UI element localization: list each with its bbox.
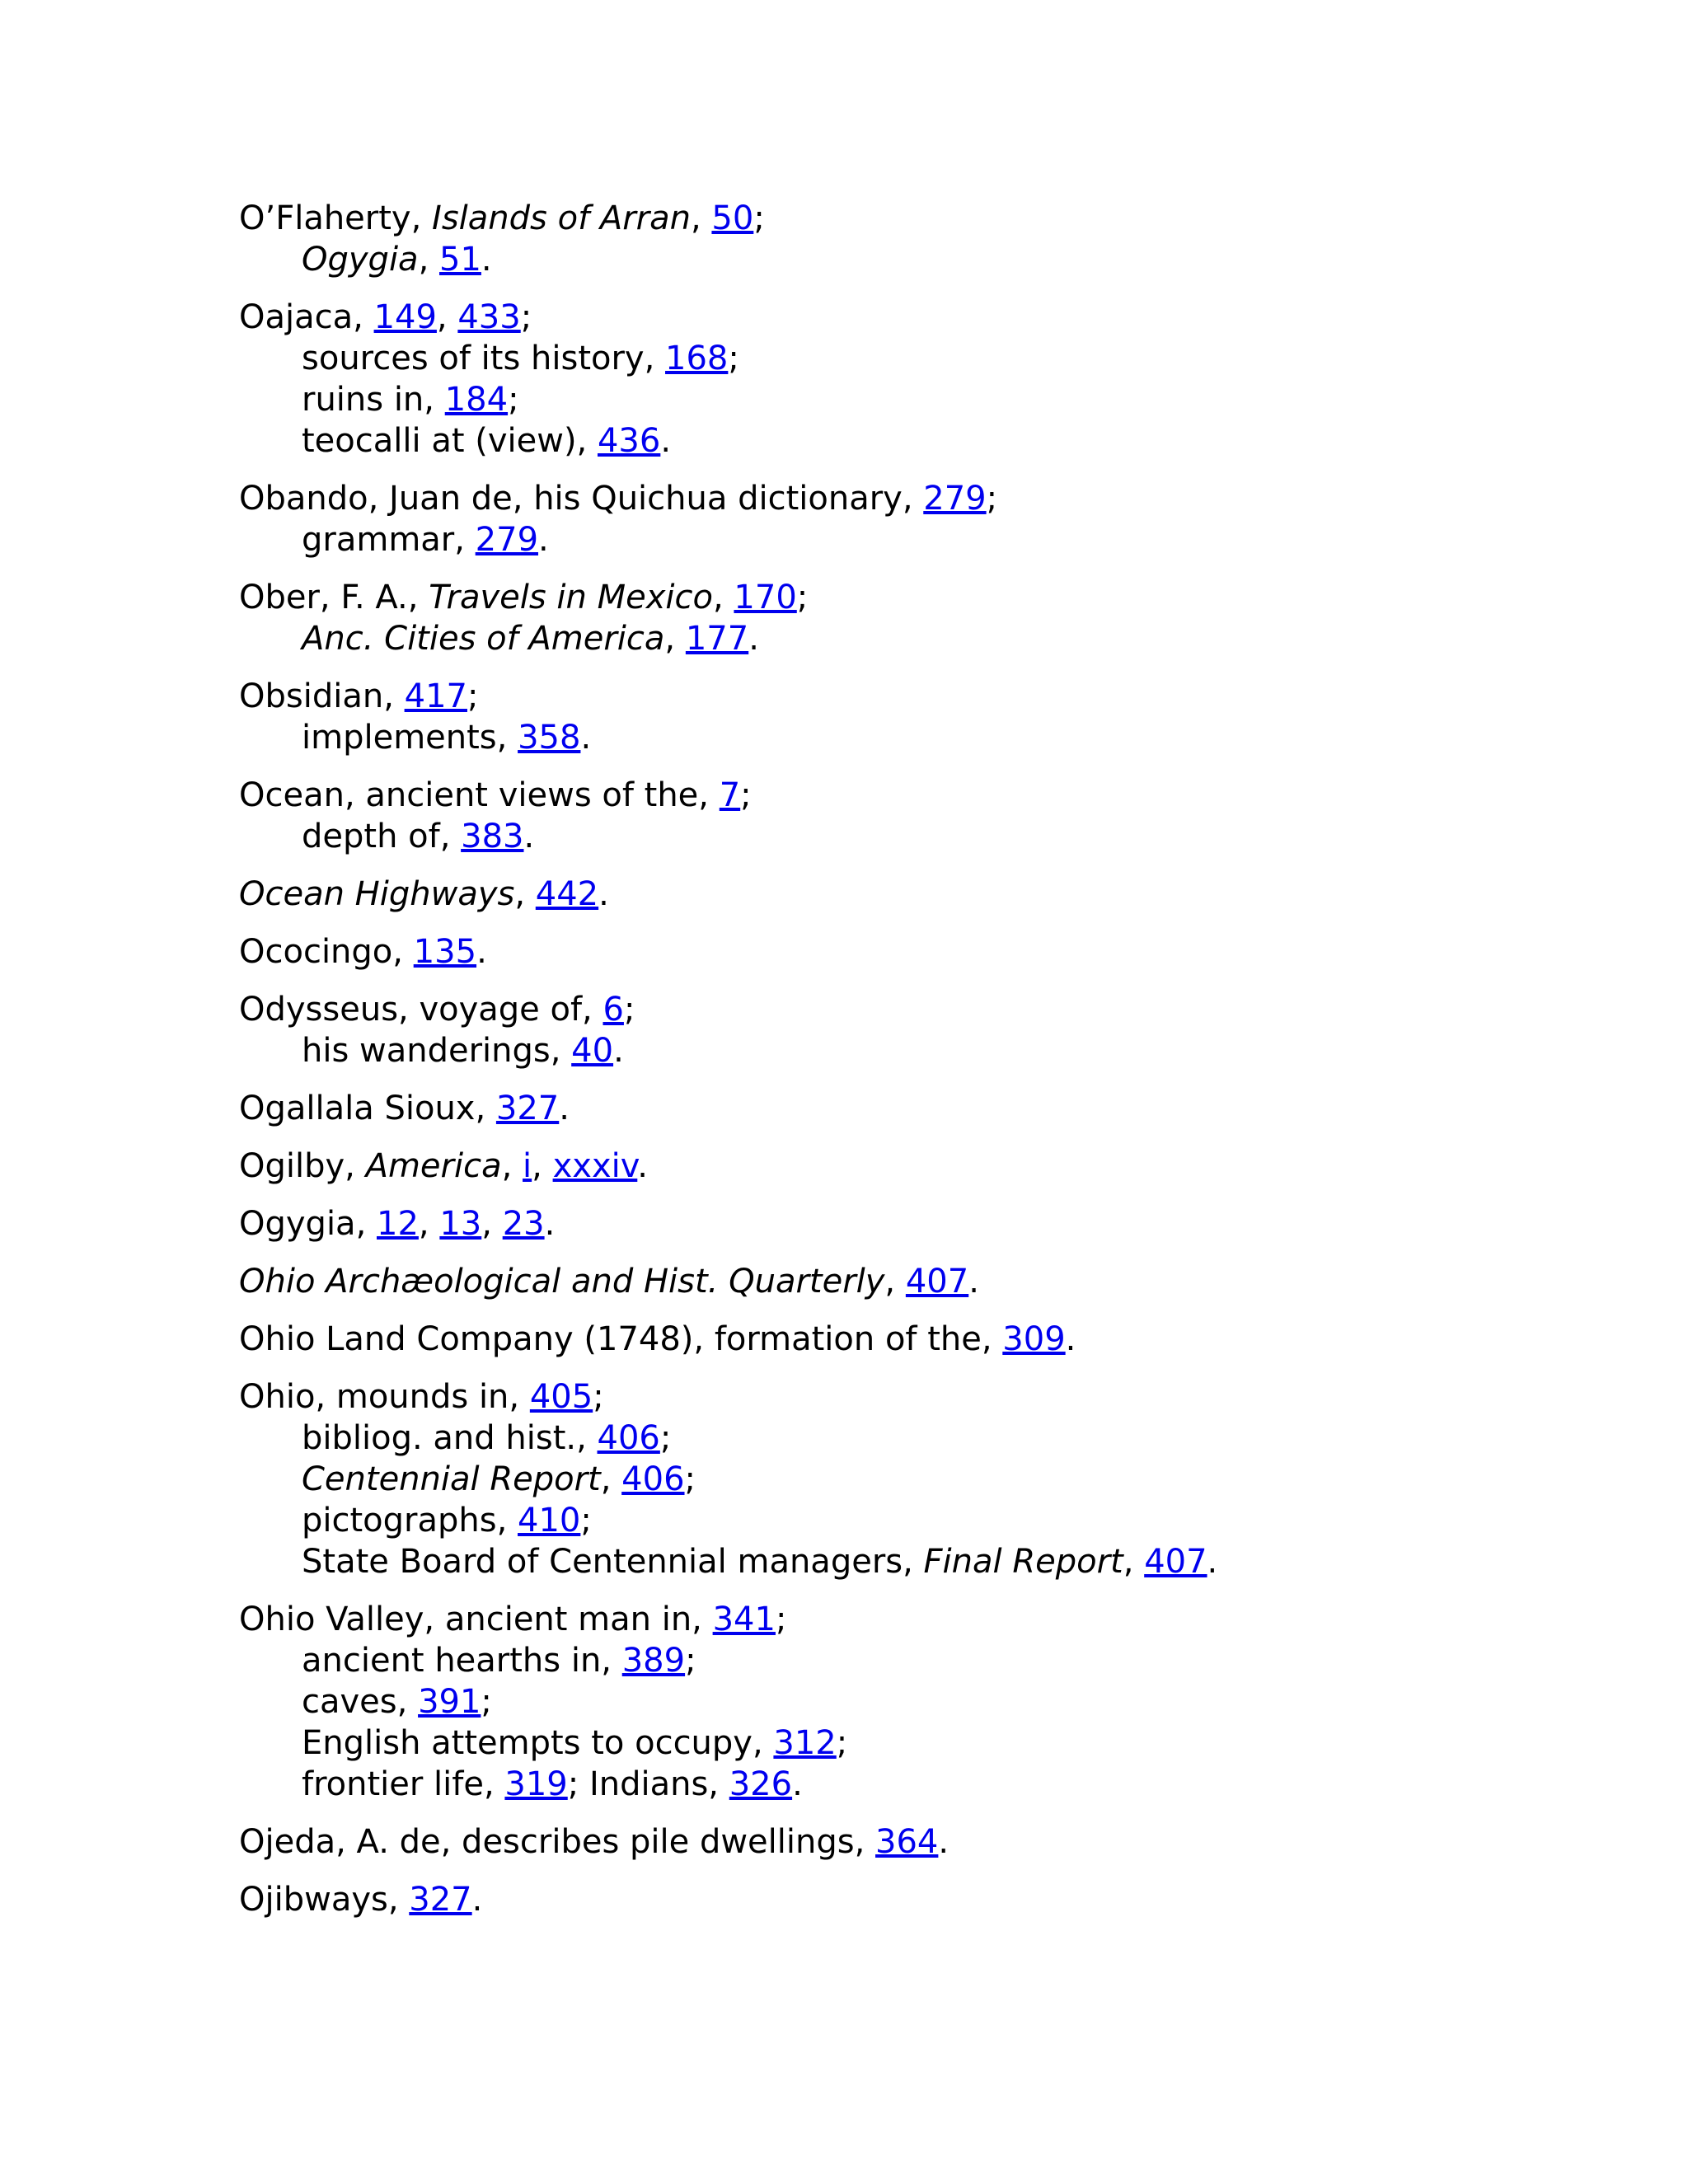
entry-text: sources of its history, [302,340,666,377]
entry-heading-line [239,1319,1640,1360]
page-number-link[interactable]: i [523,1147,532,1185]
entry-text: . [660,422,672,460]
index-entry [239,1879,1640,1920]
entry-text: , [418,241,439,279]
entry-text: . [481,241,492,279]
entry-text: , [501,1147,523,1185]
page-number-link[interactable]: 327 [495,1090,560,1127]
index-entry [239,1203,1640,1244]
entry-text: , [532,1147,553,1185]
italic-title-text: Final Report [923,1543,1123,1581]
entry-text: Ogallala Sioux, [239,1090,496,1127]
entry-heading-line [239,1261,1640,1302]
italic-title-text: Ocean Highways [239,875,515,913]
index-entry [239,478,1640,560]
entry-heading-line [239,931,1640,972]
entry-subentry-line [239,1459,1640,1500]
entry-text: ; [593,1378,604,1416]
entry-text: . [544,1205,556,1243]
entry-subentry-line [239,1722,1640,1764]
page-number-link[interactable]: 442 [535,875,599,913]
page-number-link[interactable]: 407 [1144,1543,1207,1581]
index-entry [239,931,1640,972]
entry-text: ; [728,340,739,377]
page-number-link[interactable]: 23 [502,1205,545,1243]
entry-subentry-line [239,618,1640,659]
entry-text: . [580,719,592,757]
page-number-link[interactable]: 12 [377,1205,419,1243]
index-entry [239,989,1640,1071]
entry-text: Ococingo, [239,933,414,971]
entry-text: Oajaca, [239,298,374,336]
index-entry [239,1599,1640,1805]
entry-text: Ojibways, [239,1881,410,1919]
entry-heading-line [239,676,1640,717]
entry-text: ancient hearths in, [302,1642,622,1680]
entry-text: . [613,1032,624,1070]
entry-text: . [748,620,759,658]
entry-heading-line [239,1879,1640,1920]
page-number-link[interactable]: 312 [773,1724,837,1762]
page-number-link[interactable]: 405 [529,1378,593,1416]
page-number-link[interactable]: 177 [685,620,749,658]
page-number-link[interactable]: 184 [444,381,509,419]
page-number-link[interactable]: 135 [413,933,477,971]
entry-text: frontier life, [302,1765,505,1803]
entry-text: his wanderings, [302,1032,572,1070]
entry-text: . [559,1090,570,1127]
entry-text: Odysseus, voyage of, [239,991,603,1029]
italic-title-text: America [365,1147,502,1185]
page-number-link[interactable]: 7 [719,776,741,814]
entry-text: ; [775,1601,787,1638]
entry-text: . [938,1823,950,1861]
entry-text: Ojeda, A. de, describes pile dwellings, [239,1823,876,1861]
entry-text: , [600,1460,622,1498]
entry-text: , [481,1205,503,1243]
entry-text: , [884,1263,906,1301]
entry-text: ; [508,381,519,419]
entry-subentry-line [239,816,1640,857]
entry-text: caves, [302,1683,419,1721]
entry-text: , [418,1205,440,1243]
page-number-link[interactable]: 406 [597,1419,660,1457]
entry-text: ; [481,1683,492,1721]
entry-text: Obsidian, [239,677,405,715]
page-number-link[interactable]: xxxiv [552,1147,638,1185]
page-number-link[interactable]: 410 [518,1502,581,1540]
index-entry [239,676,1640,758]
index-entry [239,1319,1640,1360]
entry-heading-line [239,198,1640,239]
entry-heading-line [239,1203,1640,1244]
entry-text: ; Indians, [567,1765,729,1803]
index-entry [239,1088,1640,1129]
page-number-link[interactable]: 40 [571,1032,614,1070]
entry-text: State Board of Centennial managers, [302,1543,924,1581]
entry-subentry-line [239,1640,1640,1681]
page-number-link[interactable]: 327 [409,1881,472,1919]
entry-text: . [471,1881,483,1919]
entry-heading-line [239,1146,1640,1187]
entry-subentry-line [239,379,1640,420]
entry-text: O’Flaherty, [239,199,433,237]
page-number-link[interactable]: 364 [875,1823,939,1861]
entry-text: . [598,875,609,913]
entry-heading-line [239,1088,1640,1129]
entry-text: ; [684,1460,696,1498]
page-number-link[interactable]: 383 [461,818,524,855]
entry-text: ; [753,199,765,237]
entry-text: . [968,1263,979,1301]
page-number-link[interactable]: 168 [665,340,729,377]
index-entry [239,198,1640,280]
page-number-link[interactable]: 51 [439,241,481,279]
entry-heading-line [239,577,1640,618]
entry-text: . [476,933,487,971]
entry-text: depth of, [302,818,462,855]
entry-text: . [1065,1320,1076,1358]
page-number-link[interactable]: 279 [475,521,539,559]
entry-subentry-line [239,1418,1640,1459]
page-number-link[interactable]: 391 [418,1683,481,1721]
entry-heading-line [239,1376,1640,1418]
italic-title-text: Travels in Mexico [429,579,713,616]
entry-text: . [792,1765,803,1803]
entry-subentry-line [239,420,1640,462]
page-number-link[interactable]: 309 [1002,1320,1066,1358]
page-number-link[interactable]: 389 [621,1642,686,1680]
entry-text: , [1123,1543,1145,1581]
italic-title-text: Ohio Archæological and Hist. Quarterly [239,1263,885,1301]
entry-subentry-line [239,1500,1640,1541]
entry-text: Obando, Juan de, his Quichua dictionary, [239,480,924,518]
index-entry [239,577,1640,659]
entry-text: ; [467,677,479,715]
entry-text: implements, [302,719,518,757]
page-number-link[interactable]: 170 [734,579,797,616]
entry-subentry-line [239,1541,1640,1582]
entry-text: Ohio Valley, ancient man in, [239,1601,713,1638]
entry-text: ; [986,480,998,518]
entry-text: . [523,818,535,855]
entry-subentry-line [239,717,1640,758]
entry-heading-line [239,478,1640,519]
entry-text: , [664,620,686,658]
entry-text: ruins in, [302,381,445,419]
entry-text: bibliog. and hist., [302,1419,598,1457]
index-list [239,198,1640,1937]
entry-text: teocalli at (view), [302,422,598,460]
index-entry [239,874,1640,915]
page-number-link[interactable]: 319 [504,1765,568,1803]
entry-text: ; [836,1724,848,1762]
index-entry [239,775,1640,857]
entry-subentry-line [239,519,1640,560]
entry-subentry-line [239,1764,1640,1805]
page-number-link[interactable]: 341 [712,1601,776,1638]
entry-heading-line [239,1599,1640,1640]
entry-text: Ogygia, [239,1205,377,1243]
index-entry [239,1261,1640,1302]
entry-text: ; [740,776,752,814]
page-number-link[interactable]: 436 [597,422,661,460]
entry-subentry-line [239,239,1640,280]
page-number-link[interactable]: 13 [439,1205,482,1243]
entry-text: . [637,1147,649,1185]
entry-text: , [514,875,536,913]
entry-subentry-line [239,338,1640,379]
page-number-link[interactable]: 326 [729,1765,793,1803]
entry-text: Ogilby, [239,1147,366,1185]
entry-text: , [712,579,734,616]
entry-text: Ohio Land Company (1748), formation of the, [239,1320,1003,1358]
page-number-link[interactable]: 406 [621,1460,685,1498]
entry-text: Ohio, mounds in, [239,1378,530,1416]
italic-title-text: Islands of Arran [432,199,691,237]
entry-text: Ober, F. A., [239,579,429,616]
index-entry [239,1376,1640,1582]
entry-subentry-line [239,1681,1640,1722]
page-number-link[interactable]: 149 [373,298,437,336]
entry-heading-line [239,297,1640,338]
page-number-link[interactable]: 433 [457,298,521,336]
index-entry [239,297,1640,462]
entry-text: ; [580,1502,592,1540]
entry-text: . [538,521,549,559]
entry-text: ; [796,579,809,616]
index-entry [239,1146,1640,1187]
entry-heading-line [239,989,1640,1030]
entry-text: ; [623,991,635,1029]
italic-title-text: Anc. Cities of America [302,620,665,658]
entry-text: , [690,199,712,237]
entry-text: pictographs, [302,1502,518,1540]
entry-heading-line [239,874,1640,915]
entry-text: , [436,298,458,336]
page-number-link[interactable]: 407 [905,1263,969,1301]
entry-text: ; [685,1642,696,1680]
page-number-link[interactable]: 279 [923,480,987,518]
entry-text: grammar, [302,521,476,559]
entry-subentry-line [239,1030,1640,1071]
entry-heading-line [239,775,1640,816]
page-number-link[interactable]: 50 [711,199,754,237]
page-number-link[interactable]: 358 [518,719,581,757]
page-number-link[interactable]: 417 [404,677,467,715]
entry-text: English attempts to occupy, [302,1724,774,1762]
italic-title-text: Ogygia [302,241,419,279]
entry-text: . [1207,1543,1218,1581]
entry-text: Ocean, ancient views of the, [239,776,720,814]
entry-heading-line [239,1821,1640,1863]
entry-text: ; [659,1419,672,1457]
entry-text: ; [520,298,532,336]
page-number-link[interactable]: 6 [603,991,624,1029]
italic-title-text: Centennial Report [302,1460,601,1498]
index-entry [239,1821,1640,1863]
